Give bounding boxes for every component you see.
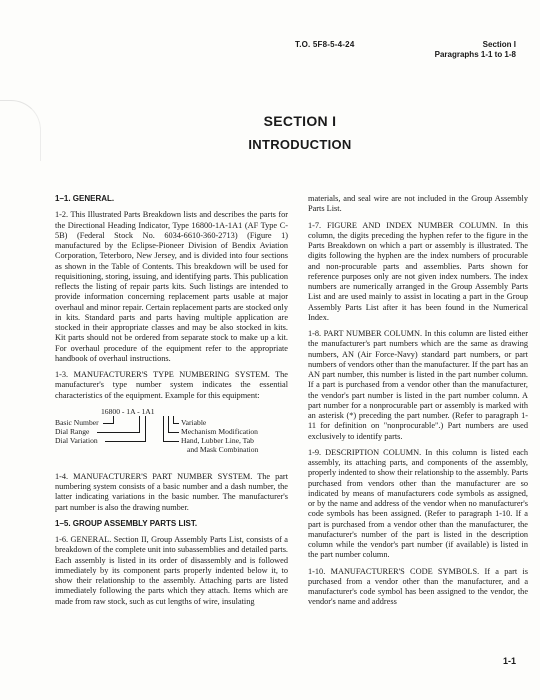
diagram-line (113, 416, 114, 424)
left-column (55, 194, 288, 613)
paragraph-1-9: 1-9. DESCRIPTION COLUMN. In this column is listed each assembly, its attaching parts, and components of the assembly, properly indented to show their relationship to the assembly. Parts purchased from vendors other than the manufacturer are so indicated by means of manufacturers code symbols as assigned, or by the name and address of the vendor when no manufacturer's code symbols has been assigned. (Refer to paragraph 1-10. If a part is purchased from a vendor other than the manufacturer, the manufacturer's number of the part is listed in the description column while the vendor's part number (if available) is listed in the part number column. (308, 447, 528, 560)
paragraph-continued: materials, and seal wire are not included in the Group Assembly Parts List. (308, 194, 528, 214)
paragraph-1-6: 1-6. GENERAL. Section II, Group Assembly Parts List, consists of a breakdown of the complete unit into subassemblies and detailed parts. Each assembly is listed in its order of disassembly and is followed immediately by its component parts properly indented below it, to show their relationship to the assembly. Attaching parts are listed immediately following the parts which they attach. Items which are made from raw stock, such as cut lengths of wire, insulating (55, 535, 288, 606)
diagram-line (168, 432, 179, 433)
page-number: 1-1 (502, 656, 516, 666)
diagram-variable: Variable (181, 417, 207, 427)
diagram-basic-number: Basic Number (55, 417, 99, 427)
diagram-line (163, 441, 179, 442)
heading-group-assembly: 1–5. GROUP ASSEMBLY PARTS LIST. (55, 518, 198, 528)
section-title: SECTION I (263, 113, 337, 129)
diagram-line (103, 423, 113, 424)
diagram-dial-range: Dial Range (55, 426, 90, 436)
paragraphs-label: Paragraphs 1-1 to 1-8 (434, 50, 516, 59)
diagram-line (97, 432, 139, 433)
to-number: T.O. 5F8-5-4-24 (295, 40, 355, 49)
paragraph-1-3: 1-3. MANUFACTURER'S TYPE NUMBERING SYSTEM. The manufacturer's type number system indicates the essential characteristics of the equipment. Example for this equipment: (55, 370, 288, 400)
diagram-dial-variation: Dial Variation (55, 435, 98, 445)
header-right (435, 40, 516, 60)
diagram-line (139, 416, 140, 433)
right-column (308, 194, 528, 614)
diagram-line (173, 423, 179, 424)
paragraph-1-7: 1-7. FIGURE AND INDEX NUMBER COLUMN. In this column, the digits preceding the hyphen refer to the figure in the Parts Breakdown on which a part or assembly is illustrated. The digits following the hyphen are the index numbers of procurable and non-procurable parts and assemblies. Parts shown for reference purposes only are not given index numbers. The index numbers are numerically arranged in the Group Assembly Parts List and are used mainly to assist in locating a part in the Group Assembly Parts List after it has been found in the Numerical Index. (308, 220, 528, 322)
diagram-mask: and Mask Combination (187, 444, 259, 454)
section-subtitle: INTRODUCTION (248, 137, 352, 152)
paragraph-1-4: 1-4. MANUFACTURER'S PART NUMBER SYSTEM. The part numbering system consists of a basic number and a dash number, the latter indicating variations in the basic number. The manufacturer's part number is also the drawing number. (55, 471, 288, 512)
diagram-hand: Hand, Lubber Line, Tab (181, 435, 254, 445)
section-label: Section I (482, 40, 516, 49)
type-number-diagram (55, 407, 288, 467)
diagram-line (145, 416, 146, 442)
diagram-mechanism: Mechanism Modification (181, 426, 258, 436)
diagram-line (168, 416, 169, 433)
paragraph-1-8: 1-8. PART NUMBER COLUMN. In this column are listed either the manufacturer's part numbers which are the same as drawing numbers, AN (Air Force-Navy) standard part numbers, or part numbers of vendors other than the manufacturer. If the part has an AN part number, this number is listed in the part number column. If a part is purchased from a vendor other than the manufacturer, the vendor's part number is listed in the part number column. A part number for a nonprocurable part or assembly is marked with an asterisk (*) preceding the part number. (Refer to paragraph 1-11 for definition on "nonprocurable".) Part numbers are used exclusively to identify parts. (308, 329, 528, 441)
diagram-line (163, 416, 164, 442)
paragraph-1-2: 1-2. This Illustrated Parts Breakdown lists and describes the parts for the Directional Heading Indicator, Type 16800-1A-1A1 (AF Type C-5B) (Federal Stock No. 6034-6610-360-2713) (Figure 1) manufactured by the Eclipse-Pioneer Division of Bendix Aviation Corporation, Teterboro, New Jersey, and is divided into four sections as shown in the Table of Contents. This breakdown will be used for requisitioning, storing, issuing, and identifying parts. This publication reflects the listing of repair parts kits. Such listings are intended to provide information concerning replacement parts usable at major overhaul and minor repair. Certain replacement parts are stocked only in kits. Standard parts and parts having multiple application are stocked in their appropriate classes and may be also stocked in kits. Kit parts should not be ordered from separate stock to make up a kit. For overhaul procedure of the equipment refer to the appropriate handbook of overhaul instructions. (55, 210, 288, 363)
diagram-code: 16800 - 1A - 1A1 (101, 406, 155, 416)
heading-general: 1–1. GENERAL. (55, 194, 115, 203)
page-header (0, 40, 540, 64)
diagram-line (105, 441, 145, 442)
paragraph-1-10: 1-10. MANUFACTURER'S CODE SYMBOLS. If a part is purchased from a vendor other than the manufacturer, and a manufacturer's code symbol has been assigned to the vendor, the vendor's name and address (308, 566, 528, 607)
